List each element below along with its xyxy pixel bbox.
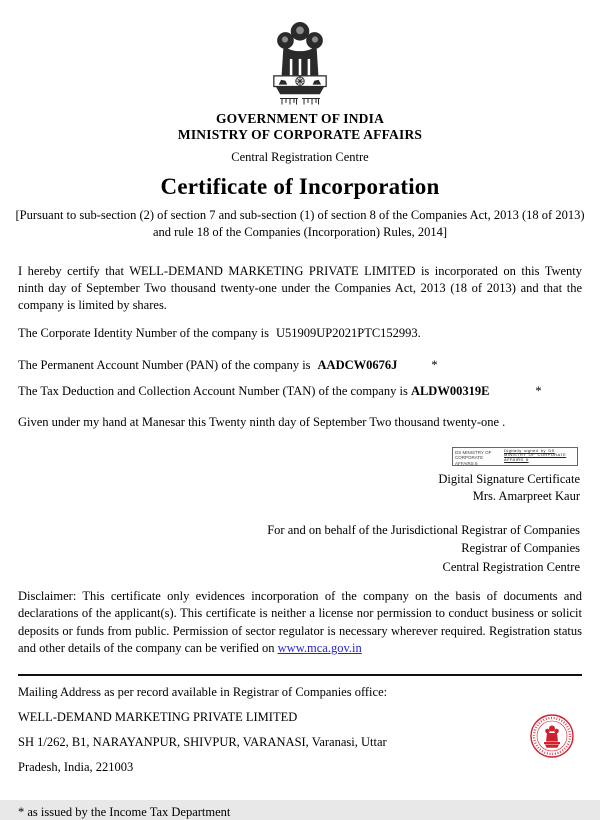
signature-block <box>18 471 580 507</box>
certification-paragraph: I hereby certify that WELL-DEMAND MARKETING PRIVATE LIMITED is incorporated on this Twenty ninth day of September Two thousand twenty-one under the Companies Act, 2013 (18 of 2013) and that the company is limited by shares. <box>18 263 582 313</box>
on-behalf-block <box>18 521 580 576</box>
digital-signature-stamp <box>452 447 578 466</box>
registrar-line: Registrar of Companies <box>461 541 580 556</box>
ministry-heading: MINISTRY OF CORPORATE AFFAIRS <box>177 126 423 142</box>
india-national-emblem-icon <box>269 16 331 96</box>
red-seal-icon <box>528 712 576 760</box>
digital-signature-stamp-row <box>18 447 578 466</box>
centre-line-signature: Central Registration Centre <box>442 559 580 574</box>
cin-label: The Corporate Identity Number of the company is <box>18 325 269 340</box>
registrar-red-seal <box>528 712 576 760</box>
disclaimer-paragraph <box>18 588 582 658</box>
mailing-address-line2: Pradesh, India, 221003 <box>18 760 134 775</box>
tan-footnote-marker: * <box>535 384 542 399</box>
pan-footnote-marker: * <box>431 357 438 372</box>
government-of-india-heading: GOVERNMENT OF INDIA <box>215 111 385 126</box>
mca-website-link[interactable]: www.mca.gov.in <box>277 641 362 656</box>
central-registration-centre-heading: Central Registration Centre <box>231 150 369 165</box>
dsc-label: Digital Signature Certificate <box>438 471 580 486</box>
motto-glyphs-icon <box>277 97 323 106</box>
section-divider <box>18 674 582 676</box>
mailing-address-section <box>18 684 582 777</box>
disclaimer-text: Disclaimer: This certificate only evidences incorporation of the company on the basis of documents and declarations of the applicant(s). This certificate is neither a license nor permission to conduct business or solicit deposits or funds from public. Permission of sector regulator is necessary wherever required. Registration status and other details of the company can be verified on <box>18 588 582 656</box>
mailing-address-line1: SH 1/262, B1, NARAYANPUR, SHIVPUR, VARANASI, Varanasi, Uttar <box>18 734 387 749</box>
cin-line <box>18 325 582 342</box>
pan-label: The Permanent Account Number (PAN) of the company is <box>18 357 311 372</box>
given-under-hand-line: Given under my hand at Manesar this Twenty ninth day of September Two thousand twenty-one . <box>18 415 506 430</box>
mailing-address-heading: Mailing Address as per record available in Registrar of Companies office: <box>18 684 388 699</box>
pan-value: AADCW0676J <box>317 357 398 372</box>
emblem-container <box>18 16 582 96</box>
stamp-signer-name: DS MINISTRY OF CORPORATE AFFAIRS 6 <box>455 449 492 466</box>
satyameva-jayate-motto <box>18 97 582 106</box>
tan-line <box>18 383 582 400</box>
stamp-signing-details: Digitally signed by DS MINISTRY OF CORPORATE AFFAIRS 6 <box>504 447 567 462</box>
tan-label: The Tax Deduction and Collection Account Number (TAN) of the company is <box>18 384 408 399</box>
mailing-company-name: WELL-DEMAND MARKETING PRIVATE LIMITED <box>18 709 298 724</box>
on-behalf-line: For and on behalf of the Jurisdictional Registrar of Companies <box>267 523 580 538</box>
pursuant-clause: [Pursuant to sub-section (2) of section 7 and sub-section (1) of section 8 of the Companies Act, 2013 (18 of 2013) and rule 18 of the Companies (Incorporation) Rules, 2014] <box>15 208 585 239</box>
pan-line <box>18 357 582 374</box>
cin-value: U51909UP2021PTC152993. <box>275 325 421 340</box>
tan-value: ALDW00319E <box>410 384 490 399</box>
certificate-title: Certificate of Incorporation <box>160 174 440 200</box>
signatory-name: Mrs. Amarpreet Kaur <box>472 489 580 504</box>
pan-tan-footnote: * as issued by the Income Tax Department <box>18 805 231 820</box>
